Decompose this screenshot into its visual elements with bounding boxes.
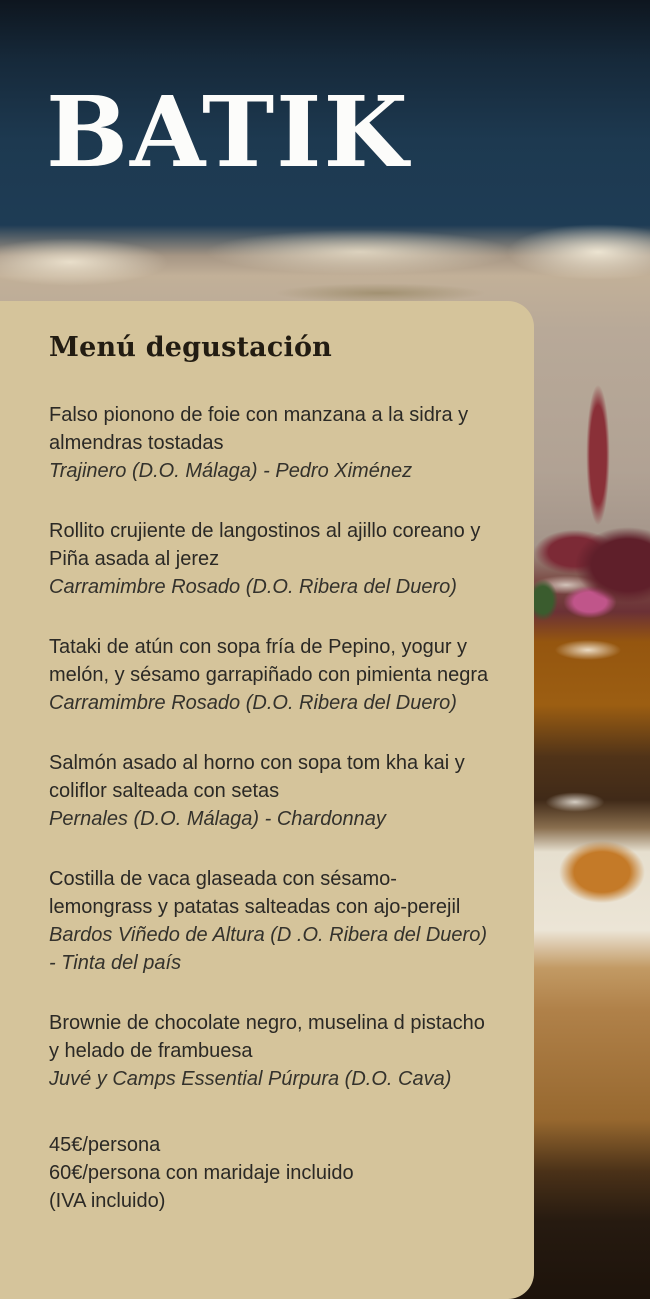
menu-card [0,301,534,1299]
menu-item [49,401,492,485]
menu-item [49,749,492,833]
dish-name: Rollito crujiente de langostinos al ajillo coreano y Piña asada al jerez [49,520,481,571]
dish-name: Costilla de vaca glaseada con sésamo-lemongrass y patatas salteadas con ajo-perejil [49,868,461,919]
menu-item [49,517,492,601]
vat-note: (IVA incluido) [49,1190,166,1213]
menu-title: Menú degustación [49,332,332,363]
dish-list [49,401,492,1093]
brand-logo: BATIK [46,75,410,189]
menu-item [49,865,492,977]
menu-item [49,1009,492,1093]
dish-name: Brownie de chocolate negro, muselina d pistacho y helado de frambuesa [49,1012,485,1063]
wine-pairing: Juvé y Camps Essential Púrpura (D.O. Cava) [49,1068,452,1091]
dish-name: Falso pionono de foie con manzana a la sidra y almendras tostadas [49,404,469,455]
wine-pairing: Bardos Viñedo de Altura (D .O. Ribera del Duero) - Tinta del país [49,924,487,975]
wine-pairing: Carramimbre Rosado (D.O. Ribera del Duero) [49,692,457,715]
wine-pairing: Pernales (D.O. Málaga) - Chardonnay [49,808,386,831]
menu-item [49,633,492,717]
price-with-pairing: 60€/persona con maridaje incluido [49,1162,354,1185]
dish-name: Tataki de atún con sopa fría de Pepino, yogur y melón, y sésamo garrapiñado con pimienta negra [49,636,489,687]
dish-name: Salmón asado al horno con sopa tom kha kai y coliflor salteada con setas [49,752,465,803]
pricing-block [49,1131,492,1215]
price-per-person: 45€/persona [49,1134,161,1157]
wine-pairing: Trajinero (D.O. Málaga) - Pedro Ximénez [49,460,413,483]
wine-pairing: Carramimbre Rosado (D.O. Ribera del Duero) [49,576,457,599]
